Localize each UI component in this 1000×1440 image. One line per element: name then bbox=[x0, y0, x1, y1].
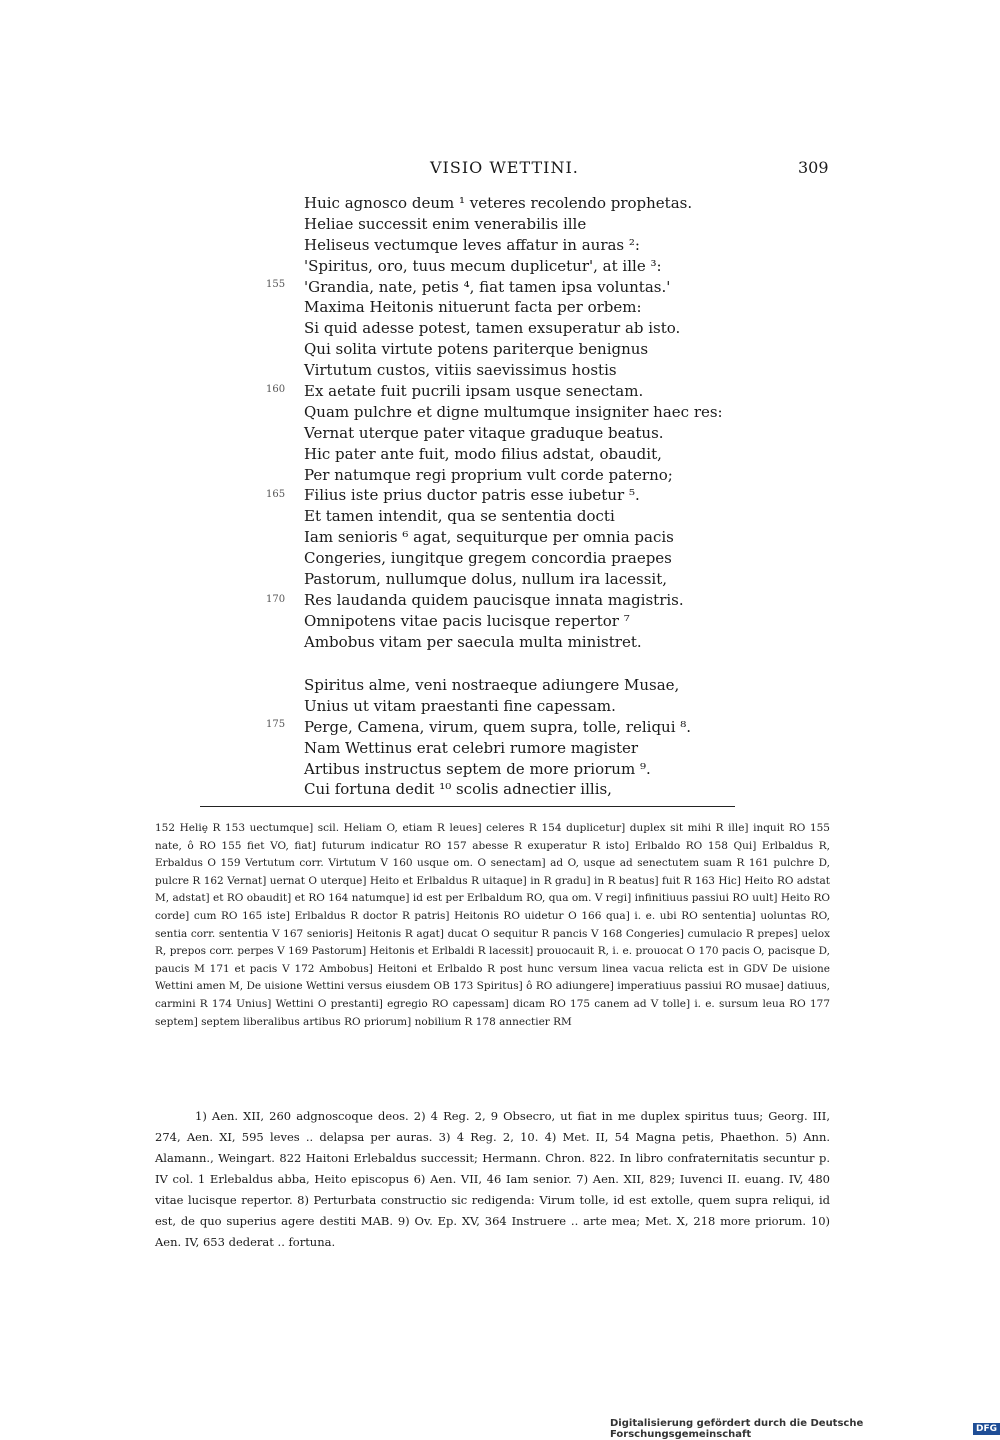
line-number: 160 bbox=[266, 384, 286, 395]
verse-line: Huic agnosco deum ¹ veteres recolendo prophetas. bbox=[304, 194, 693, 212]
footnote-divider bbox=[200, 806, 735, 807]
verse-line: Hic pater ante fuit, modo filius adstat, obaudit, bbox=[304, 444, 662, 463]
verse-line: Perge, Camena, virum, quem supra, tolle, reliqui ⁸. bbox=[304, 717, 692, 736]
verse-line: Heliae successit enim venerabilis ille bbox=[304, 214, 587, 233]
verse-line: Quam pulchre et digne multumque insigniter haec res: bbox=[304, 402, 723, 421]
verse-line: Res laudanda quidem paucisque innata magistris. bbox=[304, 590, 684, 609]
verse-line: Per natumque regi proprium vult corde paterno; bbox=[304, 465, 673, 484]
verse-line: 'Spiritus, oro, tuus mecum duplicetur', at ille ³: bbox=[304, 256, 662, 275]
dfg-logo-icon: DFG bbox=[973, 1423, 1000, 1435]
verse-line: Virtutum custos, vitiis saevissimus hostis bbox=[304, 361, 617, 380]
source-notes bbox=[155, 1106, 830, 1253]
footer-text: Digitalisierung gefördert durch die Deutsche Forschungsgemeinschaft bbox=[610, 1418, 864, 1440]
line-number: 175 bbox=[266, 719, 286, 730]
verse-block-2 bbox=[304, 675, 824, 800]
funding-footer bbox=[610, 1418, 1000, 1440]
verse-line: Vernat uterque pater vitaque graduque beatus. bbox=[304, 423, 664, 442]
verse-line: Filius iste prius ductor patris esse iubetur ⁵. bbox=[304, 486, 640, 505]
verse-line: Nam Wettinus erat celebri rumore magister bbox=[304, 738, 639, 757]
source-note: 1) Aen. XII, 260 adgnoscoque deos. 2) 4 Reg. 2, 9 Obsecro, ut fiat in me duplex spiritus tuus; Georg. III, 274, Aen. XI, 595 leves .. delapsa per auras. 3) 4 Reg. 2, 10. 4) Met. II, 54 Magna petis, Phaethon. 5) Ann. Alamann., Weingart. 822 Haitoni Erlebaldus successit; Hermann. Chron. 822. In libro confraternitatis secuntur p. IV col. 1 Erlebaldus abba, Heito episcopus 6) Aen. VII, 46 Iam senior. 7) Aen. XII, 829; Iuvenci II. euang. IV, 480 vitae lucisque repertor. 8) Perturbata constructio sic redigenda: Virum tolle, id est extolle, quem supra reliqui, id est, de quo superius agere destiti MAB. 9) Ov. Ep. XV, 364 Instruere .. arte mea; Met. X, 218 more priorum. 10) Aen. IV, 653 dederat .. fortuna. bbox=[155, 1109, 830, 1249]
verse-line: Artibus instructus septem de more priorum ⁹. bbox=[304, 759, 651, 778]
verse-line: Si quid adesse potest, tamen exsuperatur ab isto. bbox=[304, 319, 681, 338]
verse-line: Congeries, iungitque gregem concordia praepes bbox=[304, 549, 672, 568]
page-number: 309 bbox=[798, 158, 829, 177]
verse-line: 'Grandia, nate, petis ⁴, fiat tamen ipsa voluntas.' bbox=[304, 277, 671, 296]
verse-line: Heliseus vectumque leves affatur in auras ²: bbox=[304, 235, 640, 254]
verse-line: Ex aetate fuit pucrili ipsam usque senectam. bbox=[304, 382, 644, 401]
running-head: VISIO WETTINI. bbox=[430, 158, 579, 177]
verse-line: Ambobus vitam per saecula multa ministret. bbox=[304, 632, 642, 651]
verse-line: Et tamen intendit, qua se sententia docti bbox=[304, 507, 615, 526]
verse-line: Iam senioris ⁶ agat, sequiturque per omnia pacis bbox=[304, 528, 674, 547]
line-number: 170 bbox=[266, 594, 286, 605]
line-number: 165 bbox=[266, 489, 286, 500]
verse-line: Qui solita virtute potens pariterque benignus bbox=[304, 340, 649, 359]
verse-line: Unius ut vitam praestanti fine capessam. bbox=[304, 696, 616, 715]
critical-apparatus: 152 Heliȩ R 153 uectumque] scil. Heliam O, etiam R leues] celeres R 154 duplicetur] duplex sit mihi R ille] inquit RO 155 nate, ô RO 155 fiet VO, fiat] futurum indicatur RO 157 abesse R exuperatur R isto] Erlbaldo RO 158 Qui] Erlbaldus R, Erbaldus O 159 Vertutum corr. Virtutum V 160 usque om. O senectam] ad O, usque ad senectutem suam R 161 pulchre D, pulcre R 162 Vernat] uernat O uterque] Heito et Erlbaldus R uitaque] in R gradu] in R beatus] fuit R 163 Hic] Heito RO adstat M, adstat] et RO obaudit] et RO 164 natumque] id est per Erlbaldum RO, qua om. V regi] infinitiuus passiui RO uult] Heito RO corde] cum RO 165 iste] Erlbaldus R doctor R patris] Heitonis RO uidetur O 166 qua] i. e. ubi RO sententia] uoluntas RO, sentia corr. sententia V 167 senioris] Heitonis R agat] ducat O sequitur R pancis V 168 Congeries] cumulacio R prepes] uelox R, prepos corr. perpes V 169 Pastorum] Heitonis et Erlbaldi R lacessit] prouocauit R, i. e. prouocat O 170 pacis O, pacisque D, paucis M 171 et pacis V 172 Ambobus] Heitoni et Erlbaldo R post hunc versum linea vacua relicta est in GDV De uisione Wettini amen M, De uisione Wettini versus eiusdem OB 173 Spiritus] ô RO adiungere] imperatiuus passiui RO musae] datiuus, carmini R 174 Unius] Wettini O prestanti] egregio RO capessam] dicam RO 175 canem ad V tolle] i. e. sursum leua RO 177 septem] septem liberalibus artibus RO priorum] nobilium R 178 annectier RM bbox=[155, 822, 830, 1028]
verse-line: Spiritus alme, veni nostraeque adiungere Musae, bbox=[304, 676, 680, 694]
verse-line: Pastorum, nullumque dolus, nullum ira lacessit, bbox=[304, 570, 667, 589]
verse-line: Omnipotens vitae pacis lucisque repertor ⁷ bbox=[304, 611, 630, 630]
verse-line: Cui fortuna dedit ¹⁰ scolis adnectier illis, bbox=[304, 780, 612, 799]
line-number: 155 bbox=[266, 279, 286, 290]
verse-line: Maxima Heitonis nituerunt facta per orbem: bbox=[304, 298, 642, 317]
verse-block-1 bbox=[304, 193, 824, 653]
